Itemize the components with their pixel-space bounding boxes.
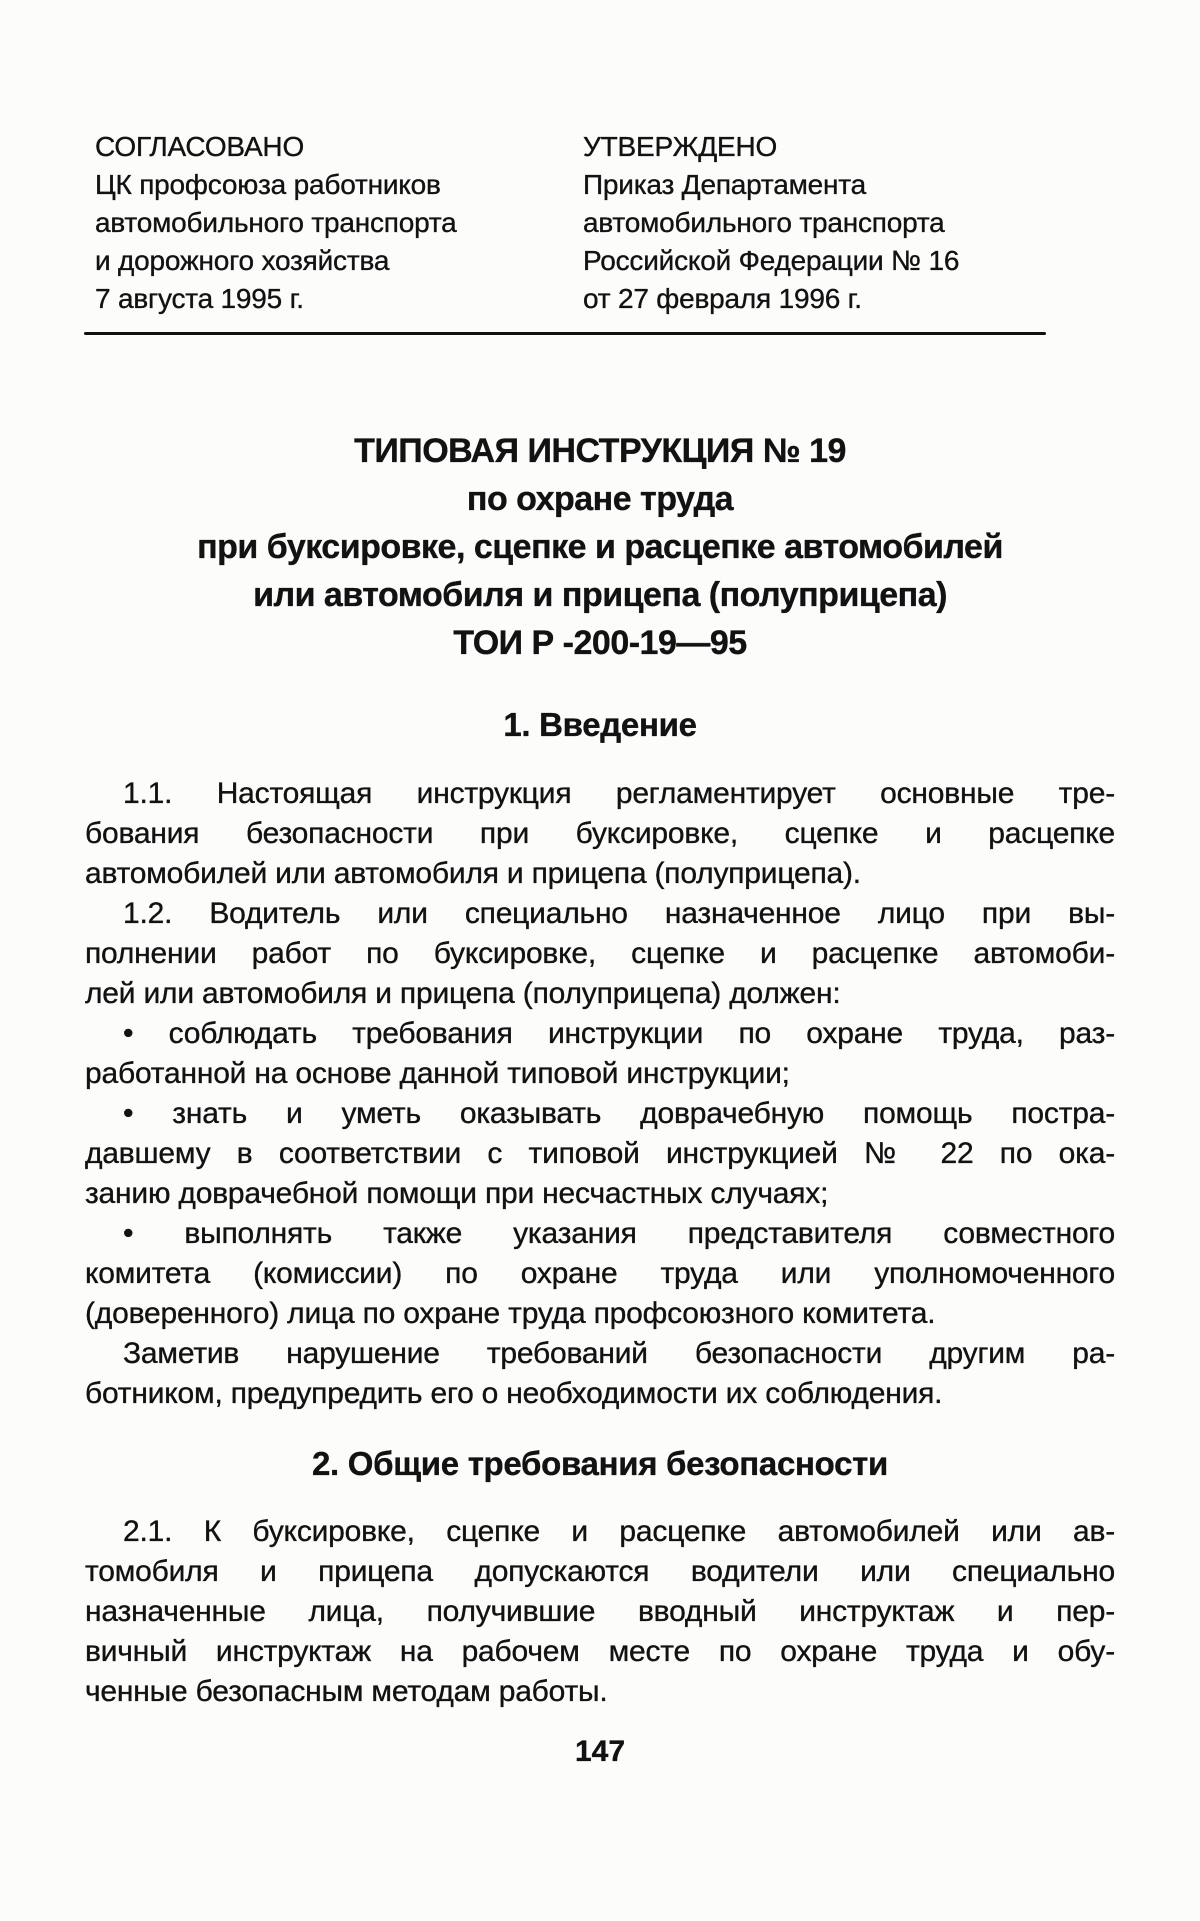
- approved-stamp-line: Приказ Департамента: [583, 169, 866, 200]
- approved-stamp-date: от 27 февраля 1996 г.: [583, 283, 862, 314]
- paragraph-1-2: [85, 894, 1115, 1014]
- bullet-item-3: [85, 1214, 1115, 1334]
- agreed-stamp-line: ЦК профсоюза работников: [95, 169, 441, 200]
- bullet-line: • соблюдать требования инструкции по охране труда, раз-: [123, 1017, 1115, 1050]
- paragraph-line: назначенные лица, получившие вводный инструктаж и пер-: [85, 1595, 1115, 1628]
- agreed-stamp-line: и дорожного хозяйства: [95, 245, 390, 276]
- approved-stamp: [583, 128, 1143, 318]
- paragraph-line: полнении работ по буксировке, сцепке и расцепке автомоби-: [85, 937, 1115, 970]
- paragraph-line: вичный инструктаж на рабочем месте по охране труда и обу-: [85, 1635, 1115, 1668]
- agreed-stamp-line: автомобильного транспорта: [95, 207, 457, 238]
- page-number: 147: [574, 1735, 626, 1768]
- document-code: ТОИ Р -200-19—95: [453, 624, 747, 662]
- section-2-heading: 2. Общие требования безопасности: [312, 1445, 888, 1482]
- paragraph-line: ченные безопасным методам работы.: [85, 1675, 608, 1708]
- paragraph-line: томобиля и прицепа допускаются водители или специально: [85, 1555, 1115, 1588]
- paragraph-line: автомобилей или автомобиля и прицепа (полуприцепа).: [85, 857, 861, 890]
- bullet-line: (доверенного) лица по охране труда профсоюзного комитета.: [85, 1297, 936, 1330]
- bullet-line: • знать и уметь оказывать доврачебную помощь постра-: [123, 1097, 1115, 1130]
- paragraph-line: 1.2. Водитель или специально назначенное лицо при вы-: [123, 897, 1115, 930]
- document-title-line: по охране труда: [466, 480, 734, 518]
- paragraph-line: лей или автомобиля и прицепа (полуприцепа) должен:: [85, 977, 841, 1010]
- paragraph-line: 1.1. Настоящая инструкция регламентирует основные тре-: [123, 777, 1115, 810]
- bullet-line: работанной на основе данной типовой инструкции;: [85, 1057, 790, 1090]
- paragraph-line: 2.1. К буксировке, сцепке и расцепке автомобилей или ав-: [123, 1515, 1115, 1548]
- paragraph-line: бования безопасности при буксировке, сцепке и расцепке: [85, 817, 1115, 850]
- document-title-line: ТИПОВАЯ ИНСТРУКЦИЯ № 19: [354, 432, 846, 470]
- approved-stamp-line: Российской Федерации № 16: [583, 245, 960, 276]
- agreed-stamp-date: 7 августа 1995 г.: [95, 283, 304, 314]
- agreed-stamp-line: СОГЛАСОВАНО: [95, 131, 305, 162]
- bullet-item-2: [85, 1094, 1115, 1214]
- bullet-line: давшему в соответствии с типовой инструкцией № 22 по ока-: [85, 1137, 1115, 1170]
- bullet-line: комитета (комиссии) по охране труда или уполномоченного: [85, 1257, 1115, 1290]
- agreed-stamp: [95, 128, 583, 318]
- approved-stamp-line: автомобильного транспорта: [583, 207, 945, 238]
- document-title-line: или автомобиля и прицепа (полуприцепа): [253, 576, 947, 614]
- section-1-body: [85, 774, 1115, 1414]
- header-divider-rule: [84, 332, 1046, 335]
- bullet-line: занию доврачебной помощи при несчастных случаях;: [85, 1177, 829, 1210]
- closing-paragraph: [85, 1334, 1115, 1414]
- section-1-heading: 1. Введение: [503, 706, 697, 743]
- section-2-body: [85, 1512, 1115, 1712]
- document-title-line: при буксировке, сцепке и расцепке автомобилей: [197, 528, 1003, 566]
- paragraph-2-1: [85, 1512, 1115, 1712]
- approved-stamp-line: УТВЕРЖДЕНО: [583, 131, 778, 162]
- approval-stamps: [95, 128, 1200, 318]
- paragraph-1-1: [85, 774, 1115, 894]
- paragraph-line: ботником, предупредить его о необходимости их соблюдения.: [85, 1377, 943, 1410]
- paragraph-line: Заметив нарушение требований безопасности другим ра-: [123, 1337, 1115, 1370]
- bullet-line: • выполнять также указания представителя совместного: [123, 1217, 1115, 1250]
- document-title: [0, 427, 1200, 667]
- bullet-item-1: [85, 1014, 1115, 1094]
